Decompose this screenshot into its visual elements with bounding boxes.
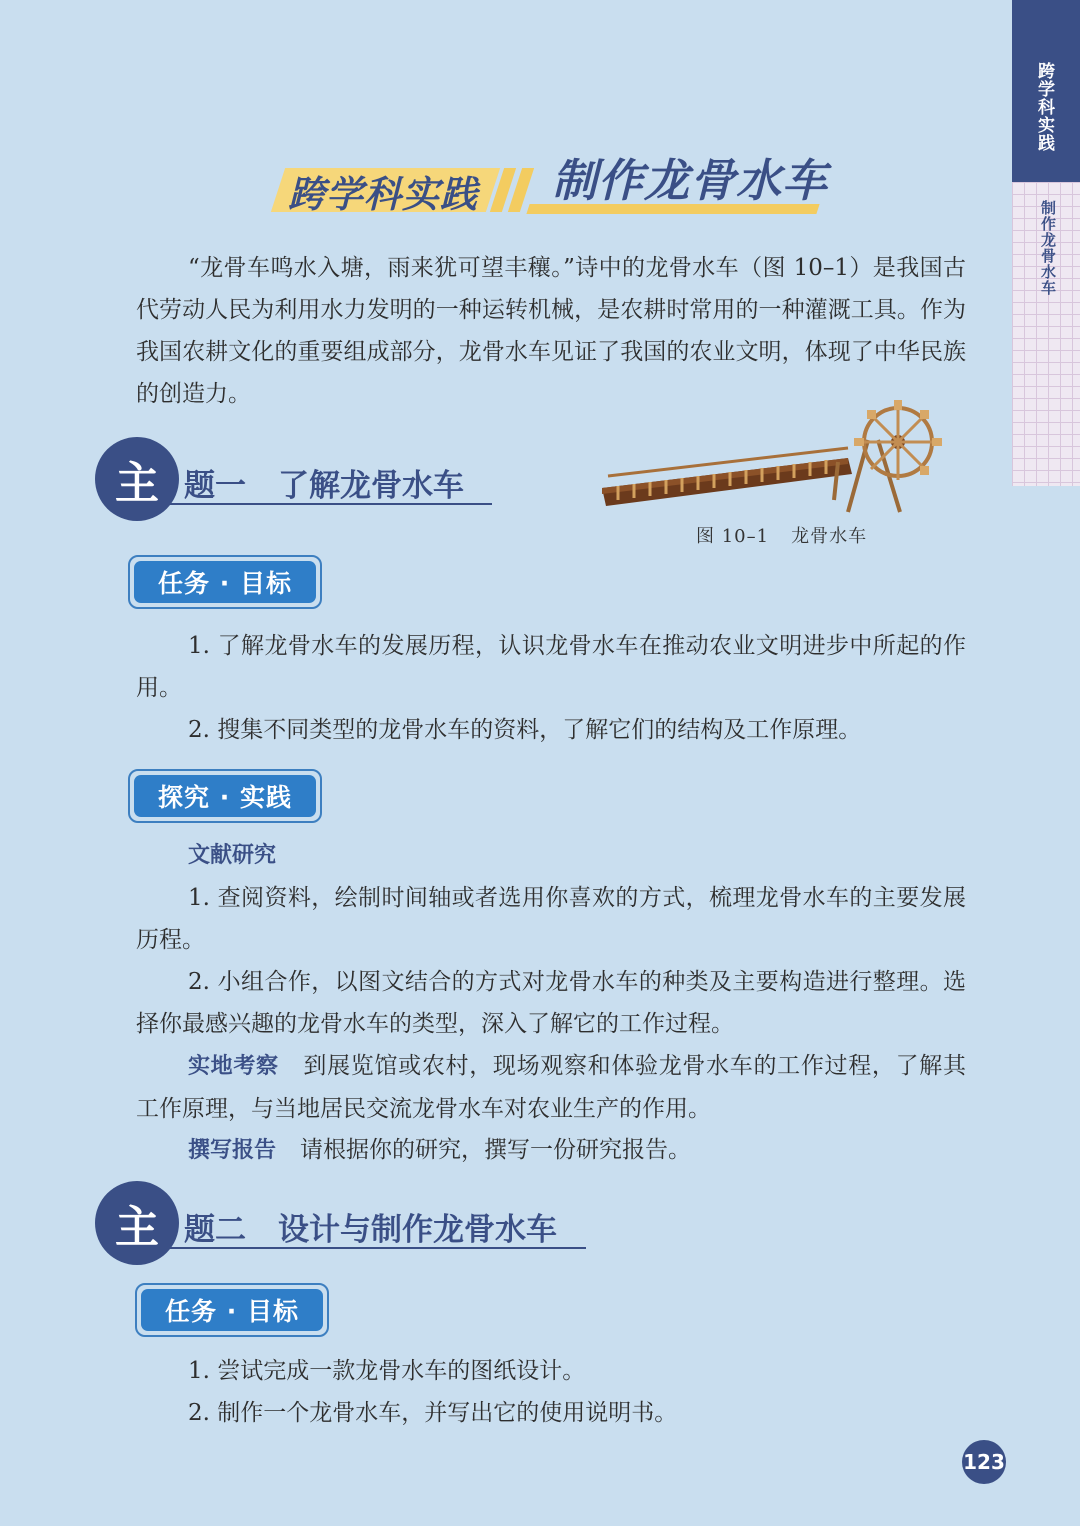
- side-tab-title-label: 制作龙骨水车: [1039, 200, 1057, 296]
- explore-practice-label: 探究 · 实践: [134, 775, 316, 817]
- figure-title: 龙骨水车: [791, 526, 868, 547]
- task-goal-label: 任务 · 目标: [141, 1289, 323, 1331]
- water-wheel-illustration: [598, 400, 958, 525]
- list-item: 1. 了解龙骨水车的发展历程，认识龙骨水车在推动农业文明进步中所起的作用。: [136, 633, 966, 701]
- list-item: 2. 搜集不同类型的龙骨水车的资料，了解它们的结构及工作原理。: [188, 717, 862, 743]
- task-goal-label: 任务 · 目标: [134, 561, 316, 603]
- report-text: 请根据你的研究，撰写一份研究报告。: [300, 1137, 692, 1163]
- report-label: 撰写报告: [188, 1138, 277, 1163]
- task-goal-box: [135, 1283, 329, 1337]
- intro-paragraph: “龙骨车鸣水入塘，雨来犹可望丰穰。”诗中的龙骨水车（图 10–1）是我国古代劳动人民为利用水力发明的一种运转机械，是农耕时常用的一种灌溉工具。作为我国农耕文化的重要组成部分，龙骨水车见证了我国的农业文明，体现了中华民族的创造力。: [136, 255, 966, 407]
- topic2-heading: [184, 1204, 557, 1249]
- figure-caption: [696, 522, 867, 548]
- report-paragraph: [136, 1129, 966, 1172]
- list-item: 2. 小组合作，以图文结合的方式对龙骨水车的种类及主要构造进行整理。选择你最感兴趣的龙骨水车的类型，深入了解它的工作过程。: [136, 969, 966, 1037]
- field-survey-paragraph: [136, 1045, 966, 1130]
- side-tab-section-label: 跨学科实践: [1034, 62, 1054, 152]
- field-survey-text: 到展览馆或农村，现场观察和体验龙骨水车的工作过程，了解其工作原理，与当地居民交流龙骨水车对农业生产的作用。: [136, 1053, 966, 1122]
- page-number: 123: [962, 1440, 1006, 1484]
- topic1-title: 了解龙骨水车: [278, 468, 464, 504]
- topic-badge: 主: [95, 1181, 179, 1265]
- field-survey-label: 实地考察: [188, 1054, 279, 1079]
- topic-badge: 主: [95, 437, 179, 521]
- topic1-heading: [184, 460, 464, 505]
- literature-research-label: 文献研究: [188, 843, 277, 868]
- task-goal-box: [128, 555, 322, 609]
- list-item: 2. 制作一个龙骨水车，并写出它的使用说明书。: [188, 1400, 678, 1426]
- topic1-number: 题一: [184, 468, 246, 504]
- topic2-number: 题二: [184, 1212, 246, 1248]
- explore-practice-box: [128, 769, 322, 823]
- list-item: 1. 查阅资料，绘制时间轴或者选用你喜欢的方式，梳理龙骨水车的主要发展历程。: [136, 885, 966, 953]
- banner-section-label: 跨学科实践: [288, 173, 478, 216]
- figure-number: 图 10–1: [696, 526, 770, 547]
- topic2-title: 设计与制作龙骨水车: [278, 1212, 557, 1248]
- page-title: 制作龙骨水车: [552, 154, 829, 207]
- list-item: 1. 尝试完成一款龙骨水车的图纸设计。: [188, 1358, 586, 1384]
